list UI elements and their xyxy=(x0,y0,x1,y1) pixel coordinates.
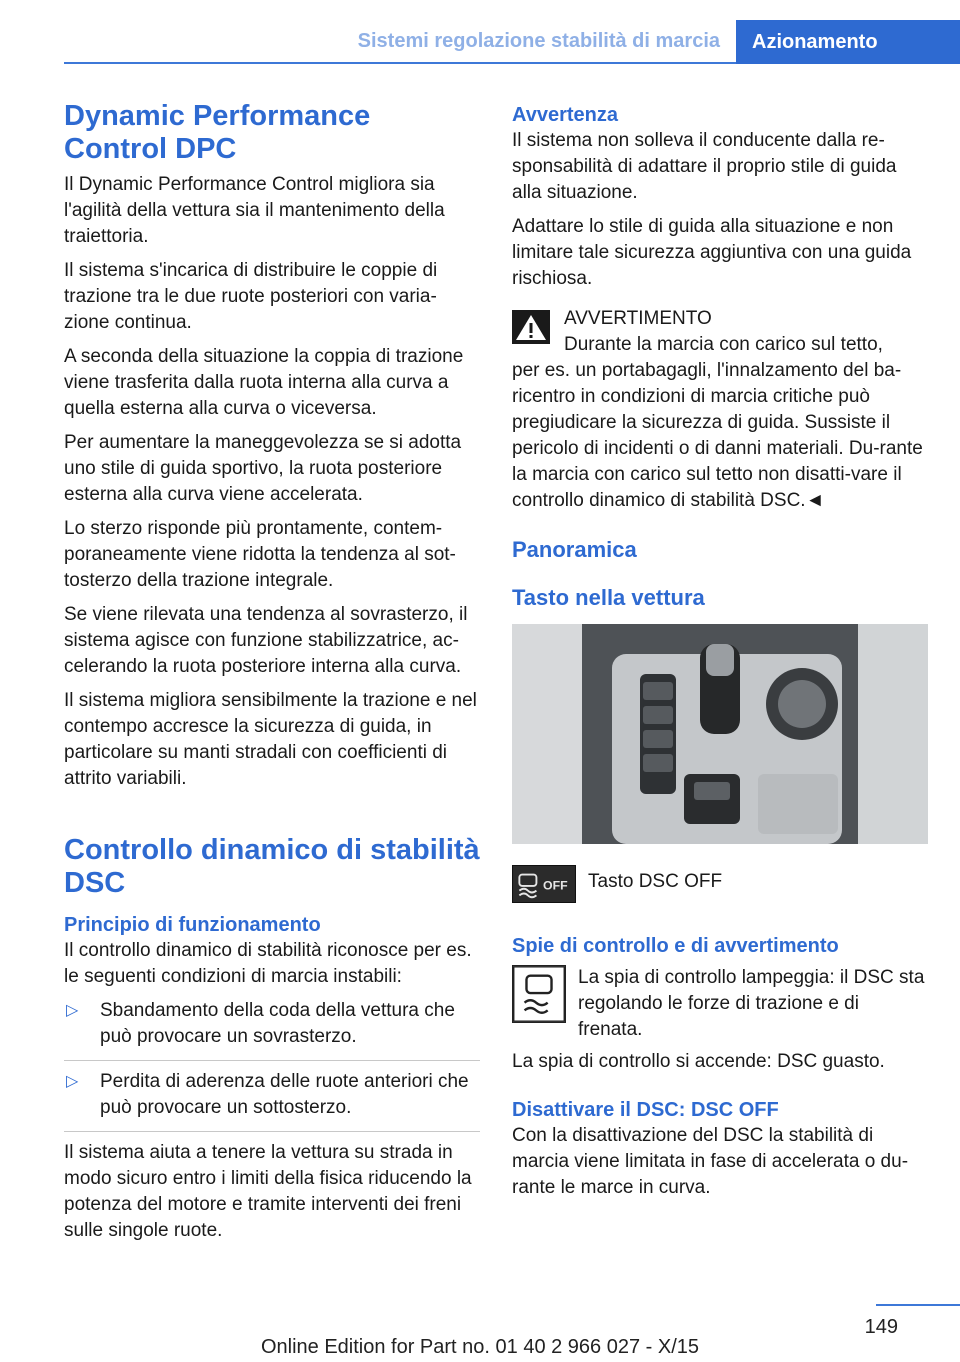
header-chapter-tab: Azionamento xyxy=(736,20,960,64)
left-column xyxy=(64,100,480,1252)
list-item xyxy=(64,1069,480,1132)
note-paragraph: Adattare lo stile di guida alla situazione e non limitare tale sicurezza aggiuntiva con una guida rischiosa. xyxy=(512,216,912,289)
lamp-fault-text: La spia di controllo si accende: DSC guasto. xyxy=(512,1051,885,1072)
lamp-text: La spia di controllo lampeggia: il DSC sta regolando le forze di trazione e di frenata. xyxy=(578,967,925,1040)
overview-heading: Panoramica xyxy=(512,537,637,562)
warning-text: per es. un portabagagli, l'innalzamento del ba‐ricentro in condizioni di marcia critiche può pregiudicare la sicurezza di guida. Sussiste il pericolo di incidenti o di danni materiali. Du‐rante la marcia con carico sul tetto non disatti‐vare il controllo dinamico di stabilità DSC.◄ xyxy=(512,360,923,511)
right-column xyxy=(512,100,928,1209)
dsc-off-button-icon xyxy=(512,865,576,903)
list-item-text: Sbandamento della coda della vettura che può provocare un sovrasterzo. xyxy=(100,1000,455,1047)
bullet-triangle-icon: ▷ xyxy=(66,1002,79,1019)
edition-footer: Online Edition for Part no. 01 40 2 966 027 - X/15 xyxy=(260,1336,700,1358)
dpc-paragraph: Il Dynamic Performance Control migliora sia l'agilità della vettura sia il mantenimento della traiettoria. xyxy=(64,174,445,247)
center-console-photo xyxy=(512,624,928,844)
button-heading: Tasto nella vettura xyxy=(512,585,705,610)
warning-triangle-icon xyxy=(512,310,550,344)
dpc-paragraph: Per aumentare la maneggevolezza se si adotta uno stile di guida sportivo, la ruota posteriore esterna alla curva viene accelerata. xyxy=(64,432,462,505)
disable-text: Con la disattivazione del DSC la stabilità di marcia viene limitata in fase di accelerata o du‐rante le marce in curva. xyxy=(512,1125,909,1198)
warning-label: AVVERTIMENTO xyxy=(564,308,712,329)
dpc-paragraph: Il sistema migliora sensibilmente la trazione e nel contempo accresce la sicurezza di guida, in particolare su manti stradali con coefficienti di attrito variabili. xyxy=(64,690,477,789)
dpc-paragraph: Il sistema s'incarica di distribuire le coppie di trazione tra le due ruote posteriori con varia‐zione continua. xyxy=(64,260,438,333)
principle-outro: Il sistema aiuta a tenere la vettura su strada in modo sicuro entro i limiti della fisica riducendo la potenza del motore e tramite interventi dei freni sulle singole ruote. xyxy=(64,1142,472,1241)
note-paragraph: Il sistema non solleva il conducente dalla re‐sponsabilità di adattare il proprio stile di guida alla situazione. xyxy=(512,130,897,203)
warning-block xyxy=(512,306,928,514)
disable-heading: Disattivare il DSC: DSC OFF xyxy=(512,1099,779,1121)
dsc-warning-lamp-icon xyxy=(512,965,566,1023)
lamps-heading: Spie di controllo e di avvertimento xyxy=(512,935,839,957)
footer-rule xyxy=(876,1304,960,1306)
principle-heading: Principio di funzionamento xyxy=(64,914,321,936)
warning-text-first: Durante la marcia con carico sul tetto, xyxy=(564,334,883,355)
lamp-row xyxy=(512,965,928,1043)
dsc-off-caption: Tasto DSC OFF xyxy=(588,871,723,892)
header-section-title: Sistemi regolazione stabilità di marcia xyxy=(357,30,720,52)
page-number: 149 xyxy=(864,1316,898,1338)
note-heading: Avvertenza xyxy=(512,104,618,126)
dsc-off-icon-text: OFF xyxy=(543,878,568,893)
list-item-text: Perdita di aderenza delle ruote anteriori che può provocare un sottosterzo. xyxy=(100,1071,469,1118)
dpc-paragraph: Lo sterzo risponde più prontamente, contem‐poraneamente viene ridotta la tendenza al sot‐tosterzo della trazione integrale. xyxy=(64,518,456,591)
unstable-conditions-list xyxy=(64,998,480,1132)
list-item xyxy=(64,998,480,1061)
bullet-triangle-icon: ▷ xyxy=(66,1073,79,1090)
dsc-off-row xyxy=(512,865,928,907)
dpc-paragraph: Se viene rilevata una tendenza al sovrasterzo, il sistema agisce con funzione stabilizzatrice, ac‐celerando la ruota posteriore interna alla curva. xyxy=(64,604,468,677)
dsc-heading: Controllo dinamico di stabilità DSC xyxy=(64,834,480,899)
dpc-heading: Dynamic Performance Control DPC xyxy=(64,100,371,165)
principle-intro: Il controllo dinamico di stabilità riconosce per es. le seguenti condizioni di marcia instabili: xyxy=(64,940,472,987)
dpc-paragraph: A seconda della situazione la coppia di trazione viene trasferita dalla ruota interna alla curva a quella esterna alla curva o viceversa. xyxy=(64,346,464,419)
